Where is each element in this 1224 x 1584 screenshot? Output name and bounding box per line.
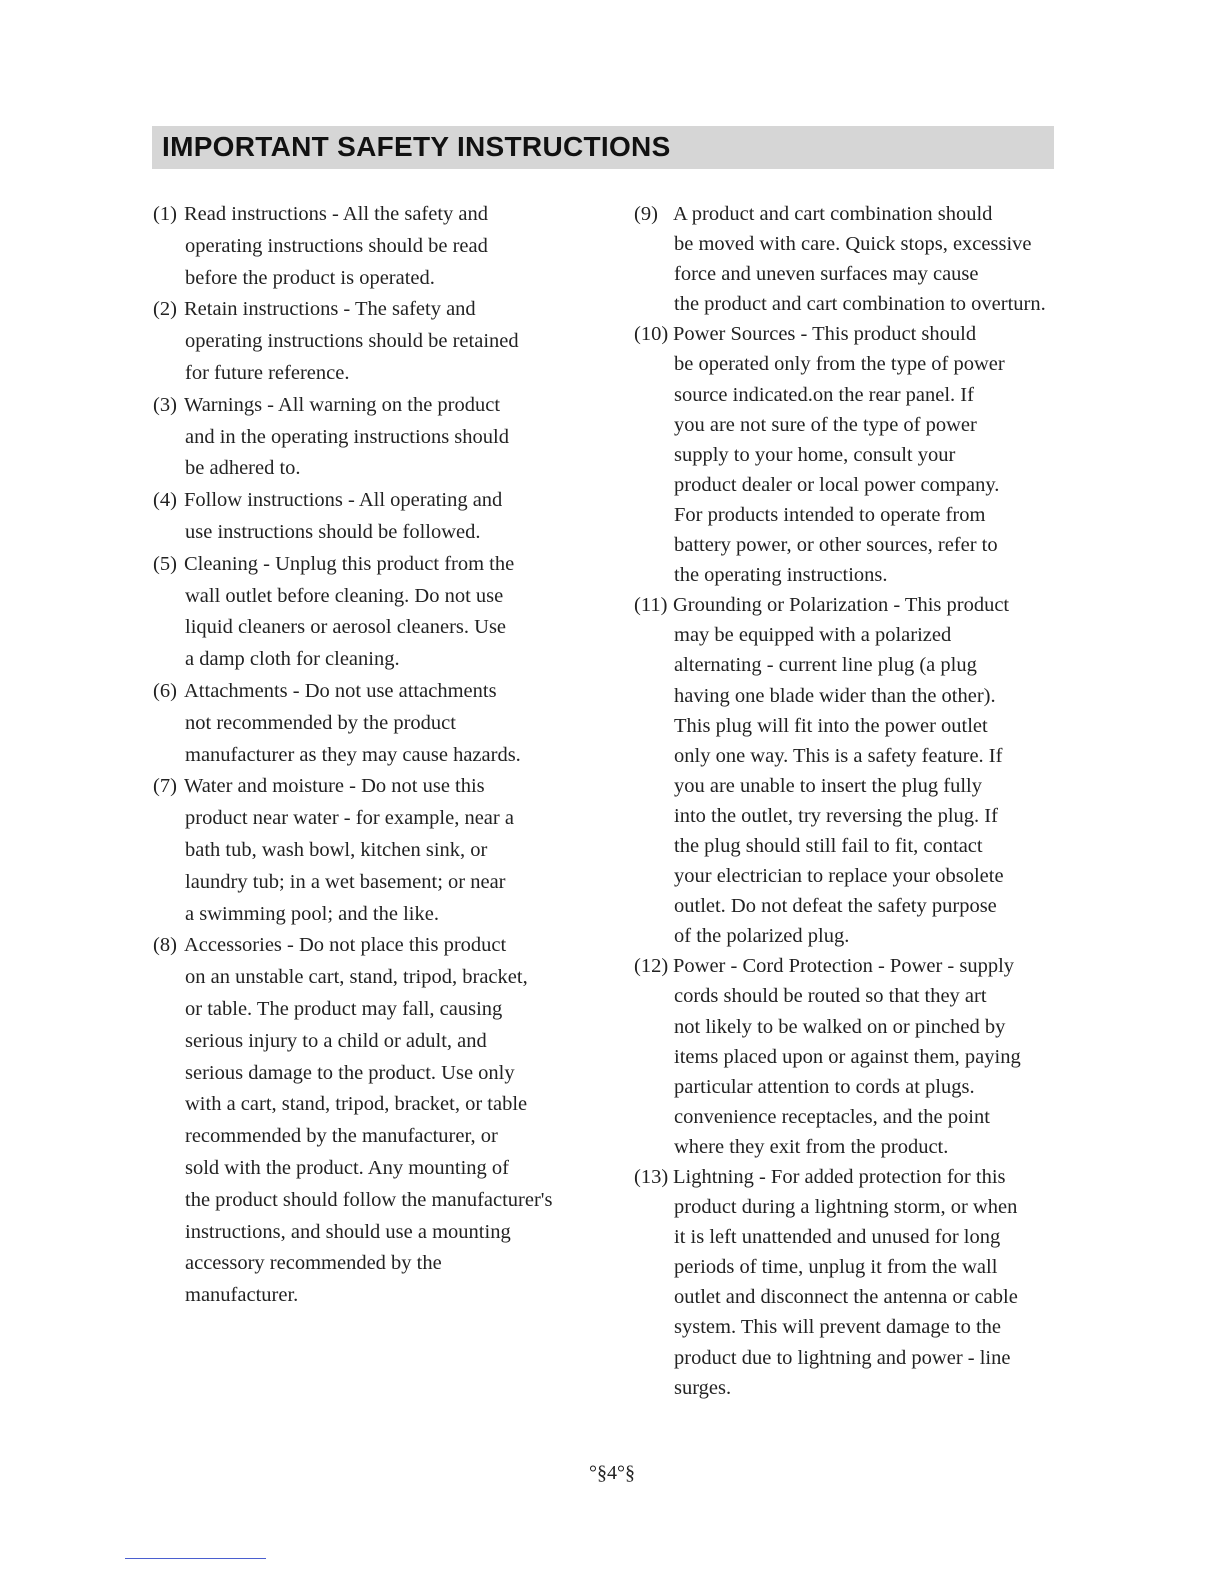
instruction-line: you are not sure of the type of power — [674, 413, 977, 436]
instruction-number: (5) — [153, 552, 177, 575]
instruction-line: accessory recommended by the — [185, 1252, 442, 1275]
instruction-line: outlet and disconnect the antenna or cable — [674, 1286, 1018, 1309]
instruction-number: (4) — [153, 489, 177, 512]
instruction-item — [153, 199, 563, 294]
instruction-line: recommended by the manufacturer, or — [185, 1125, 498, 1148]
page-number: °§4°§ — [589, 1462, 635, 1484]
instruction-number: (6) — [153, 679, 177, 702]
instruction-line: Lightning - For added protection for this — [673, 1166, 1006, 1188]
instruction-line: liquid cleaners or aerosol cleaners. Use — [185, 616, 507, 639]
instruction-line: for future reference. — [185, 361, 350, 384]
instruction-number: (13) — [634, 1166, 669, 1188]
instruction-line: and in the operating instructions should — [185, 425, 509, 448]
instruction-line: Accessories - Do not place this product — [184, 934, 507, 957]
instruction-line: use instructions should be followed. — [185, 520, 481, 543]
instruction-line: bath tub, wash bowl, kitchen sink, or — [185, 838, 488, 861]
instruction-line: Cleaning - Unplug this product from the — [184, 552, 515, 575]
instruction-line: cords should be routed so that they art — [674, 985, 987, 1008]
instruction-line: Follow instructions - All operating and — [184, 489, 503, 512]
instruction-item — [153, 390, 563, 485]
instruction-line: Grounding or Polarization - This product — [673, 594, 1010, 617]
instruction-number: (10) — [634, 323, 669, 346]
instruction-line: having one blade wider than the other). — [674, 684, 996, 707]
instruction-line: into the outlet, try reversing the plug. If — [674, 804, 998, 827]
instruction-line: you are unable to insert the plug fully — [674, 774, 982, 797]
instruction-line: be operated only from the type of power — [674, 353, 1005, 376]
instruction-line: product during a lightning storm, or when — [674, 1196, 1018, 1219]
instruction-line: supply to your home, consult your — [674, 443, 956, 466]
instruction-line: instructions, and should use a mounting — [185, 1220, 511, 1243]
instruction-line: surges. — [674, 1376, 732, 1399]
right-column — [634, 199, 1054, 1403]
instruction-line: with a cart, stand, tripod, bracket, or table — [185, 1093, 528, 1116]
instruction-line: before the product is operated. — [185, 266, 435, 289]
instruction-number: (7) — [153, 775, 177, 798]
instruction-line: operating instructions should be read — [185, 234, 488, 257]
instruction-line: product due to lightning and power - line — [674, 1346, 1011, 1369]
instruction-line: force and uneven surfaces may cause — [674, 263, 979, 286]
instruction-item — [153, 549, 563, 676]
instruction-line: periods of time, unplug it from the wall — [674, 1256, 998, 1279]
instruction-line: it is left unattended and unused for long — [674, 1226, 1001, 1249]
instruction-line: Power - Cord Protection - Power - supply — [673, 955, 1015, 978]
instruction-line: be adhered to. — [185, 457, 301, 480]
title-bar — [152, 126, 1054, 169]
instruction-line: items placed upon or against them, paying — [674, 1045, 1021, 1068]
instruction-line: Read instructions - All the safety and — [184, 203, 489, 225]
instruction-item — [153, 485, 563, 549]
instruction-item — [634, 1162, 1054, 1403]
left-column — [153, 199, 563, 1312]
instruction-number: (12) — [634, 955, 669, 978]
instruction-line: sold with the product. Any mounting of — [185, 1156, 509, 1179]
instruction-line: the product should follow the manufacturer's — [185, 1188, 553, 1211]
instruction-line: Warnings - All warning on the product — [184, 393, 501, 416]
instruction-line: the plug should still fail to fit, contact — [674, 834, 983, 857]
instruction-line: convenience receptacles, and the point — [674, 1105, 990, 1128]
instruction-line: serious injury to a child or adult, and — [185, 1029, 487, 1052]
instruction-line: For products intended to operate from — [674, 503, 986, 526]
instruction-line: be moved with care. Quick stops, excessive — [674, 233, 1032, 256]
instruction-number: (8) — [153, 934, 177, 957]
instruction-line: source indicated.on the rear panel. If — [674, 383, 974, 406]
instruction-item — [634, 199, 1054, 319]
instruction-line: the product and cart combination to overturn. — [674, 293, 1046, 316]
instruction-line: the operating instructions. — [674, 564, 888, 587]
instruction-line: serious damage to the product. Use only — [185, 1061, 515, 1084]
instruction-line: of the polarized plug. — [674, 925, 850, 948]
instruction-line: Water and moisture - Do not use this — [184, 775, 485, 798]
instruction-line: or table. The product may fall, causing — [185, 997, 503, 1020]
instruction-line: manufacturer as they may cause hazards. — [185, 743, 521, 766]
instruction-line: Power Sources - This product should — [673, 323, 977, 346]
instruction-line: on an unstable cart, stand, tripod, bracket, — [185, 966, 528, 989]
instruction-line: product dealer or local power company. — [674, 473, 1000, 496]
instruction-number: (9) — [634, 203, 658, 225]
instruction-line: not likely to be walked on or pinched by — [674, 1015, 1006, 1038]
instruction-line: A product and cart combination should — [673, 203, 993, 225]
instruction-line: This plug will fit into the power outlet — [674, 714, 988, 737]
instruction-item — [634, 951, 1054, 1162]
instruction-line: particular attention to cords at plugs. — [674, 1075, 975, 1098]
instruction-line: only one way. This is a safety feature. If — [674, 744, 1003, 767]
instruction-item — [153, 771, 563, 930]
instruction-line: outlet. Do not defeat the safety purpose — [674, 895, 997, 918]
instruction-item — [153, 930, 563, 1312]
instruction-line: alternating - current line plug (a plug — [674, 654, 977, 677]
instruction-item — [634, 319, 1054, 590]
instruction-item — [153, 294, 563, 389]
instruction-line: where they exit from the product. — [674, 1135, 949, 1158]
instruction-line: wall outlet before cleaning. Do not use — [185, 584, 504, 607]
instruction-line: operating instructions should be retained — [185, 330, 519, 353]
instruction-number: (3) — [153, 393, 177, 416]
instruction-line: manufacturer. — [185, 1284, 299, 1307]
instruction-line: battery power, or other sources, refer to — [674, 534, 998, 557]
instruction-line: system. This will prevent damage to the — [674, 1316, 1001, 1339]
instruction-line: Attachments - Do not use attachments — [184, 679, 497, 702]
instruction-line: product near water - for example, near a — [185, 807, 514, 830]
instruction-line: may be equipped with a polarized — [674, 624, 952, 647]
instruction-line: a swimming pool; and the like. — [185, 902, 439, 925]
instruction-item — [634, 590, 1054, 951]
instruction-number: (1) — [153, 203, 177, 225]
instruction-line: a damp cloth for cleaning. — [185, 648, 400, 671]
instruction-line: laundry tub; in a wet basement; or near — [185, 870, 506, 893]
instruction-line: not recommended by the product — [185, 711, 456, 734]
footer-rule — [125, 1558, 266, 1559]
instruction-line: Retain instructions - The safety and — [184, 298, 476, 321]
instruction-number: (11) — [634, 594, 668, 617]
instruction-number: (2) — [153, 298, 177, 321]
page-title: IMPORTANT SAFETY INSTRUCTIONS — [162, 131, 671, 162]
instruction-line: your electrician to replace your obsolete — [674, 865, 1004, 888]
instruction-item — [153, 676, 563, 771]
